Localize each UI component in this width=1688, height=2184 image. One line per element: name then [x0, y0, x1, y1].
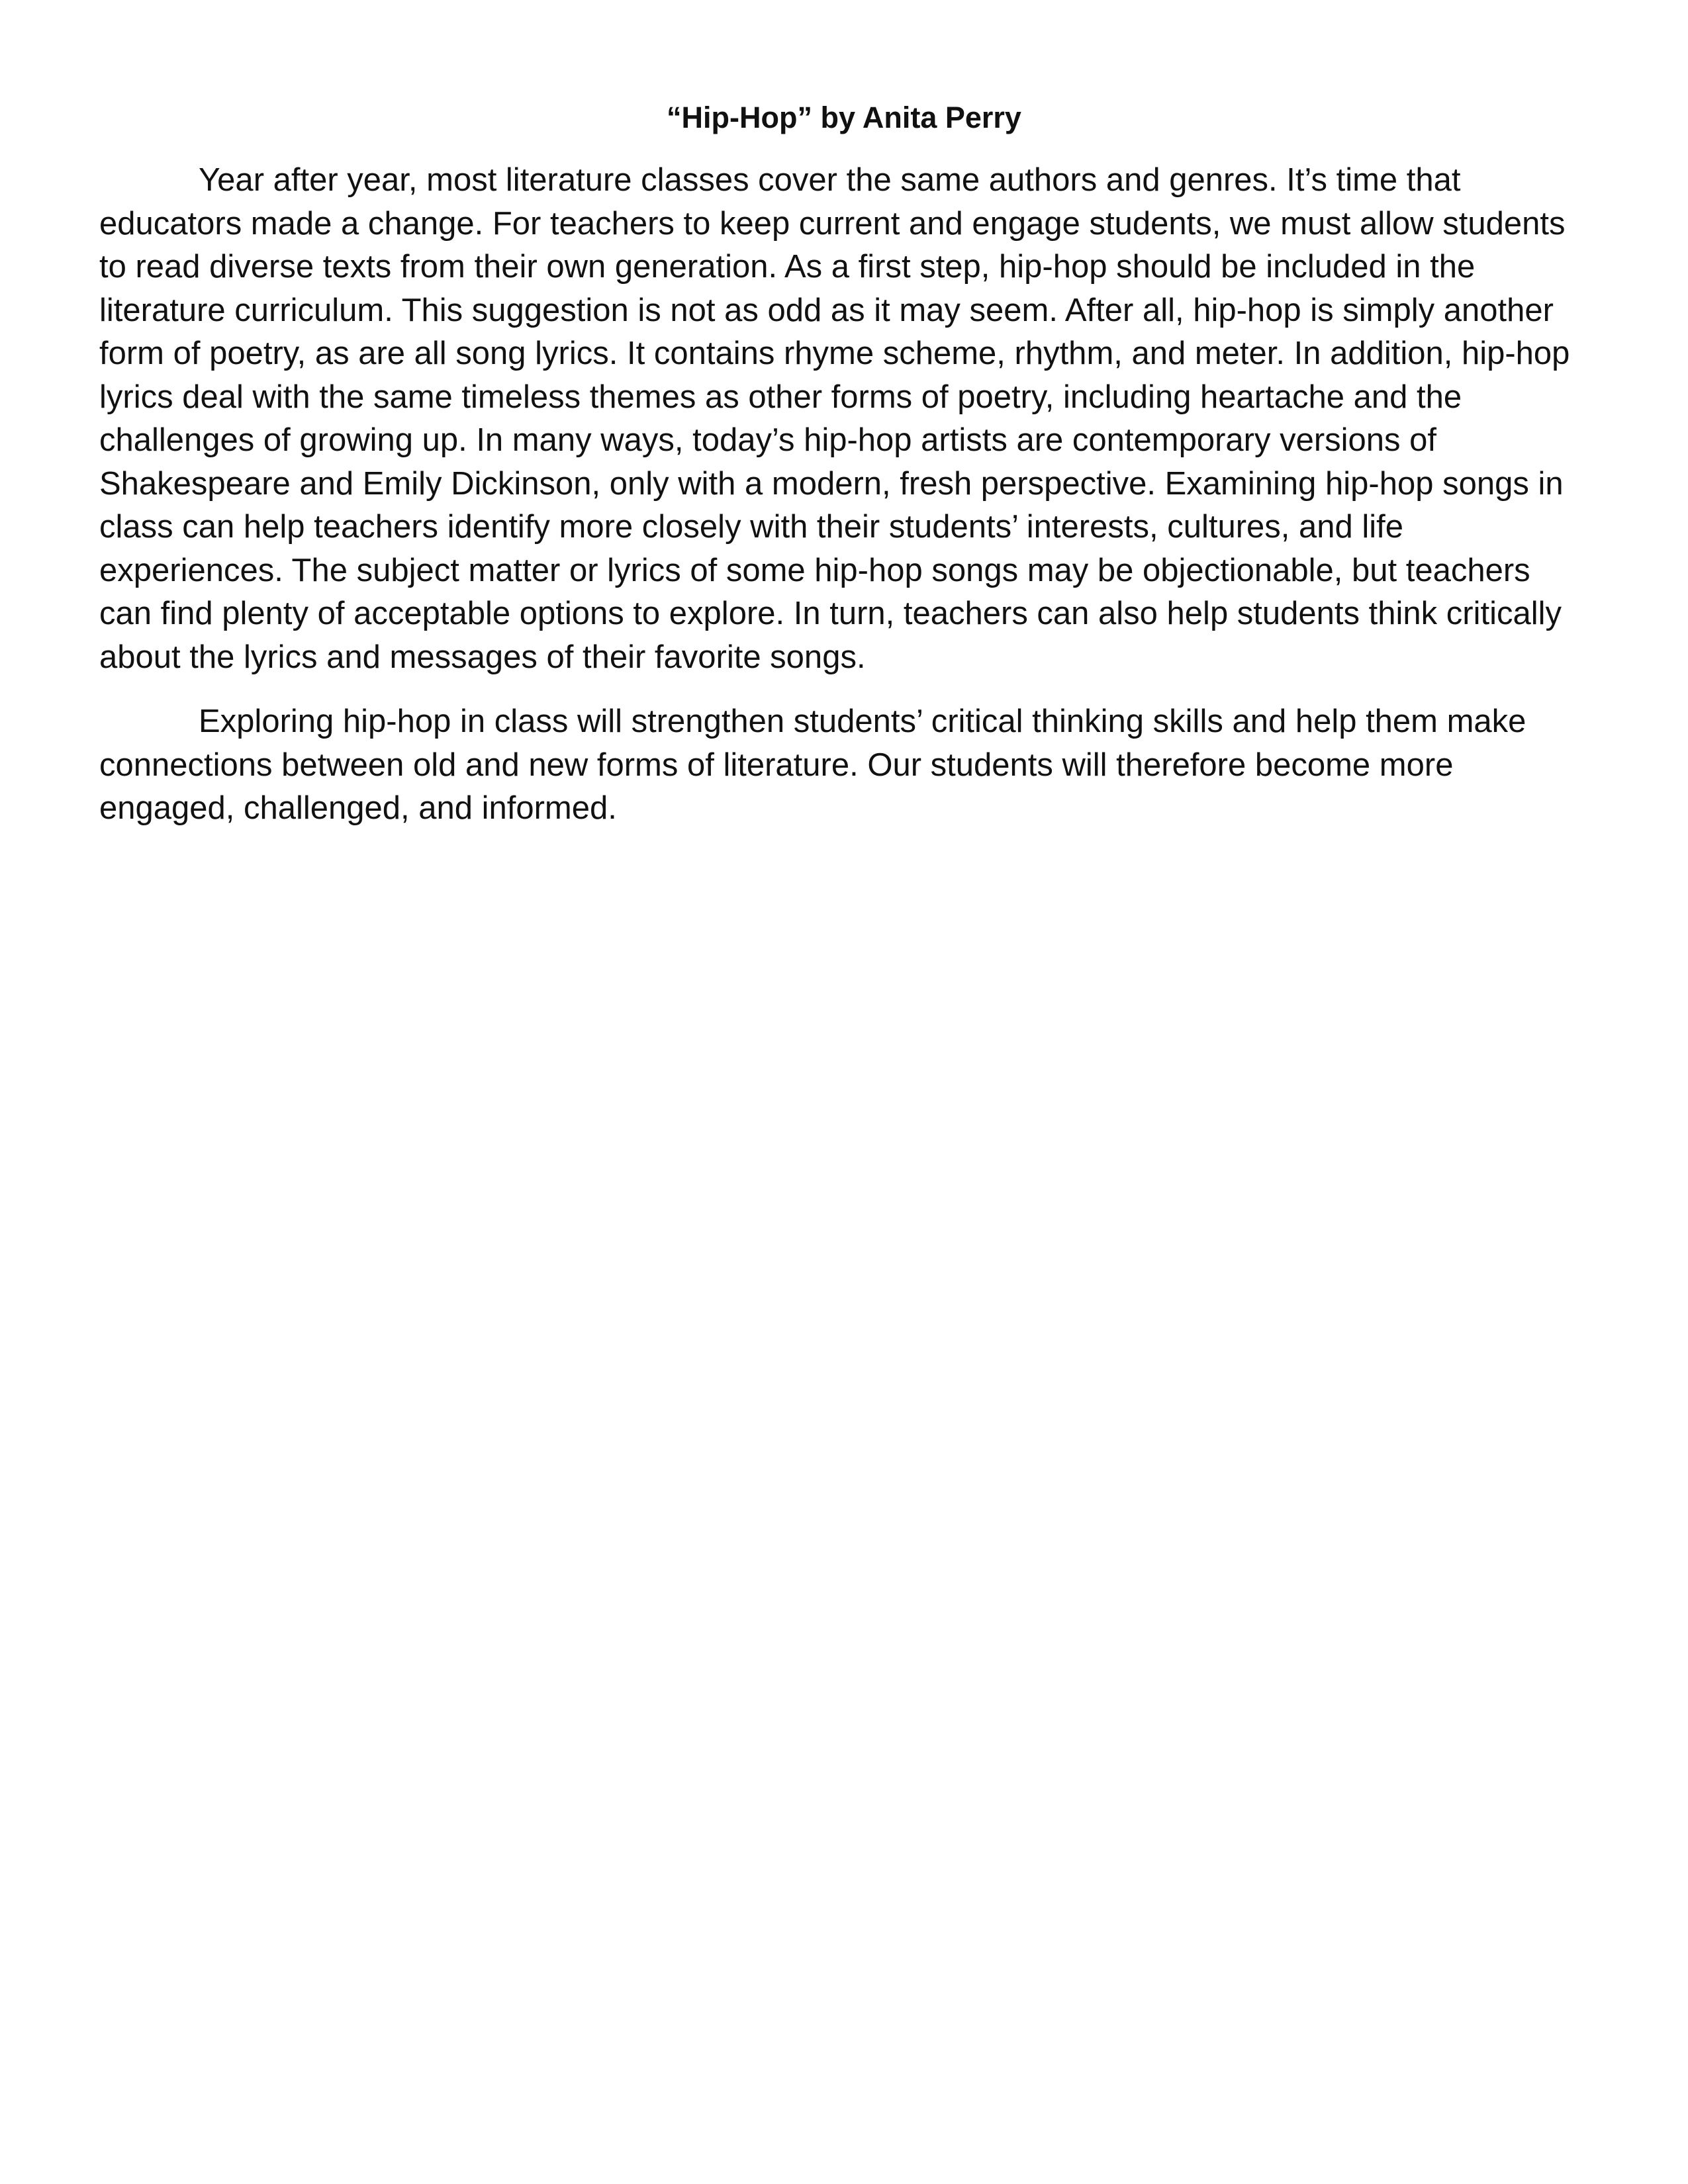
document-title: “Hip-Hop” by Anita Perry: [667, 101, 1021, 134]
paragraph-1: Year after year, most literature classes cover the same authors and genres. It’s time that educators made a change. For teachers to keep current and engage students, we must allow students to read diverse texts from their own generation. As a first step, hip-hop should be included in the literature curriculum. This suggestion is not as odd as it may seem. After all, hip-hop is simply another form of poetry, as are all song lyrics. It contains rhyme scheme, rhythm, and meter. In addition, hip-hop lyrics deal with the same timeless themes as other forms of poetry, including heartache and the challenges of growing up. In many ways, today’s hip-hop artists are contemporary versions of Shakespeare and Emily Dickinson, only with a modern, fresh perspective. Examining hip-hop songs in class can help teachers identify more closely with their students’ interests, cultures, and life experiences. The subject matter or lyrics of some hip-hop songs may be objectionable, but teachers can find plenty of acceptable options to explore. In turn, teachers can also help students think critically about the lyrics and messages of their favorite songs.: [99, 162, 1570, 675]
paragraph-2: Exploring hip-hop in class will strengthen students’ critical thinking skills and help them make connections between old and new forms of literature. Our students will therefore become more engaged, challenged, and informed.: [99, 704, 1526, 826]
document-body: [99, 159, 1589, 852]
